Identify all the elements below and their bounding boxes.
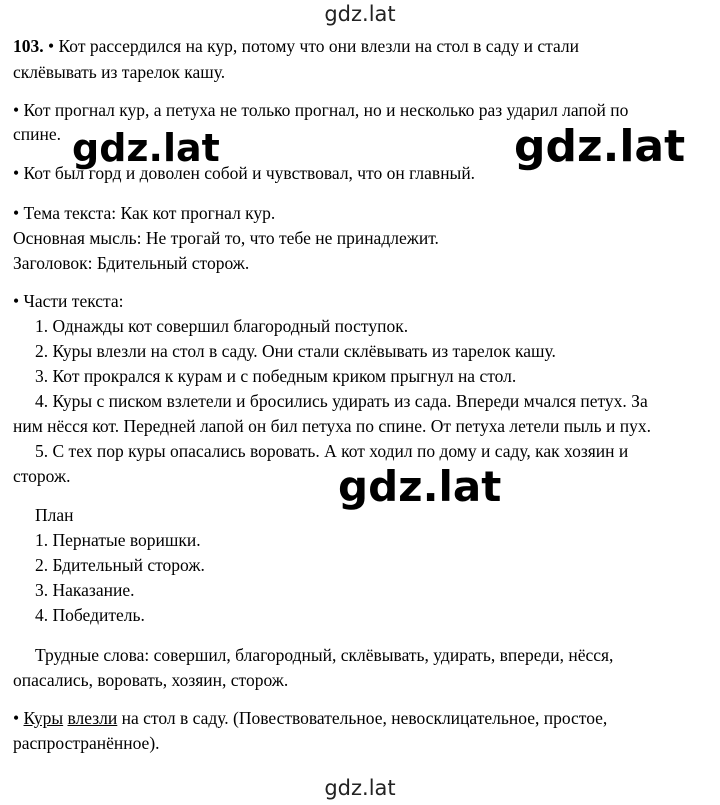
plan-item-3: 3. Наказание. — [35, 580, 135, 600]
watermark-top: gdz.lat — [324, 2, 396, 26]
part-5-line-2: сторож. — [13, 466, 71, 486]
part-5-line-1: 5. С тех пор куры опасались воровать. А кот ходил по дому и саду, как хозяин и — [35, 441, 629, 461]
sentence-analysis-line-2: распространённое). — [13, 733, 160, 753]
answer-1-text: • Кот рассердился на кур, потому что они влезли на стол в саду и стали — [48, 36, 579, 56]
plan-item-4: 4. Победитель. — [35, 605, 145, 625]
hard-words-line-2: опасались, воровать, хозяин, сторож. — [13, 670, 289, 690]
part-3: 3. Кот прокрался к курам и с победным криком прыгнул на стол. — [35, 366, 517, 386]
hard-words-line-1: Трудные слова: совершил, благородный, склёвывать, удирать, впереди, нёсся, — [35, 645, 614, 665]
plan-item-2: 2. Бдительный сторож. — [35, 555, 205, 575]
watermark-overlay-center: gdz.lat — [338, 462, 502, 511]
paragraph-answer-3: • Кот был горд и доволен собой и чувствовал, что он главный. — [13, 163, 476, 183]
task-number: 103. — [13, 36, 44, 56]
sentence-subject: Куры — [23, 708, 64, 728]
paragraph-answer-1-line-1 — [13, 35, 579, 57]
text-title: Заголовок: Бдительный сторож. — [13, 253, 250, 273]
part-4-line-2: ним нёсся кот. Передней лапой он бил петуха по спине. От петуха летели пыль и пух. — [13, 416, 651, 436]
plan-heading: План — [35, 505, 74, 525]
paragraph-answer-2-line-1: • Кот прогнал кур, а петуха не только прогнал, но и несколько раз ударил лапой по — [13, 100, 629, 120]
watermark-overlay-left: gdz.lat — [72, 126, 220, 170]
sentence-bullet: • — [13, 708, 20, 728]
part-2: 2. Куры влезли на стол в саду. Они стали склёвывать из тарелок кашу. — [35, 341, 556, 361]
sentence-rest: на стол в саду. (Повествовательное, невосклицательное, простое, — [121, 708, 608, 728]
text-main-idea: Основная мысль: Не трогай то, что тебе не принадлежит. — [13, 228, 439, 248]
part-1: 1. Однажды кот совершил благородный поступок. — [35, 316, 409, 336]
watermark-overlay-right: gdz.lat — [514, 121, 686, 172]
watermark-bottom: gdz.lat — [324, 776, 396, 800]
parts-heading: • Части текста: — [13, 291, 124, 311]
sentence-predicate: влезли — [67, 708, 118, 728]
part-4-line-1: 4. Куры с писком взлетели и бросились удирать из сада. Впереди мчался петух. За — [35, 391, 648, 411]
sentence-analysis-line-1 — [13, 707, 607, 729]
paragraph-answer-2-line-2: спине. — [13, 124, 62, 144]
paragraph-answer-1-line-2: склёвывать из тарелок кашу. — [13, 62, 226, 82]
plan-item-1: 1. Пернатые воришки. — [35, 530, 201, 550]
text-theme: • Тема текста: Как кот прогнал кур. — [13, 203, 276, 223]
